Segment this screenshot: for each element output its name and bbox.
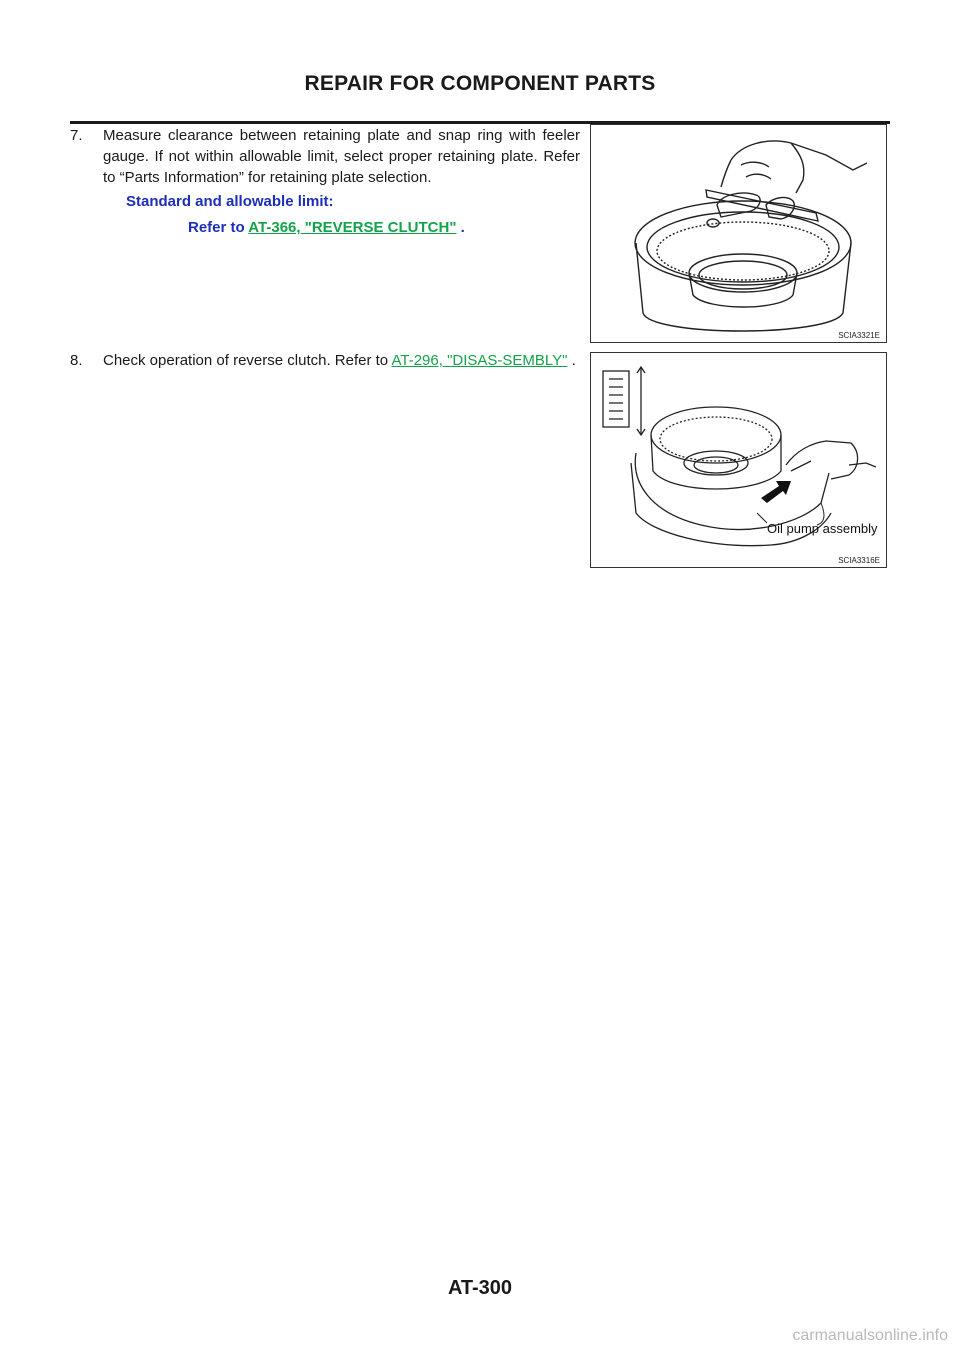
step-text: Measure clearance between retaining plate and snap ring with feeler gauge. If not within allowable limit, select proper retaining plate. Refer to “Parts Information” for retaining plate selection. — [103, 127, 580, 186]
step-text-suffix: . — [567, 352, 576, 369]
clutch-drum-illustration — [591, 125, 888, 344]
oil-pump-figure — [590, 352, 887, 568]
step-8 — [70, 350, 580, 371]
figure-code: SCIA3321E — [838, 331, 880, 340]
step-number: 7. — [70, 127, 83, 144]
refer-prefix: Refer to — [188, 219, 249, 236]
step-number: 8. — [70, 352, 83, 369]
step-text-prefix: Check operation of reverse clutch. Refer to — [103, 352, 392, 369]
reverse-clutch-air-test-illustration — [591, 353, 888, 569]
refer-suffix: . — [456, 219, 465, 236]
step-text — [70, 350, 580, 371]
step-7 — [70, 125, 580, 188]
reverse-clutch-link[interactable]: AT-366, "REVERSE CLUTCH" — [248, 219, 457, 236]
page-number: AT-300 — [447, 1277, 513, 1299]
standard-reference — [188, 219, 465, 236]
disassembly-link[interactable]: AT-296, "DISAS-SEMBLY" — [391, 352, 568, 369]
figure-code: SCIA3316E — [838, 556, 880, 565]
watermark: carmanualsonline.info — [792, 1327, 948, 1344]
standard-label: Standard and allowable limit: — [126, 193, 334, 210]
page-title: REPAIR FOR COMPONENT PARTS — [304, 72, 656, 95]
feeler-gauge-figure — [590, 124, 887, 343]
oil-pump-callout: Oil pump assembly — [767, 521, 878, 536]
